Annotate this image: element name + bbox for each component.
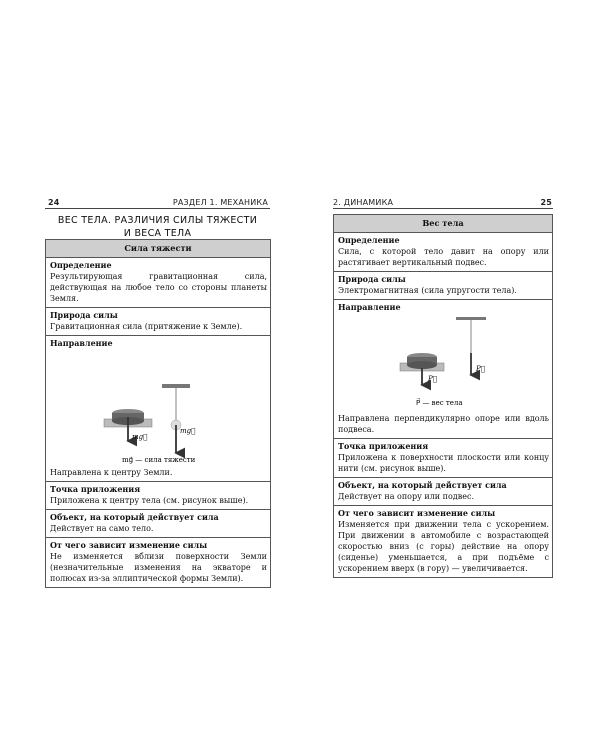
row-text: Не изменяется вблизи поверхности Земли (незначительные изменения на экваторе и полюсах из-за эллиптической формы Земли). bbox=[50, 552, 267, 583]
gravity-diagram bbox=[50, 349, 266, 467]
row-text: Направлена перпендикулярно опоре или вдоль подвеса. bbox=[338, 414, 549, 434]
table-row bbox=[46, 510, 271, 538]
table-row bbox=[334, 478, 553, 506]
row-text: Результирующая гравитационная сила, действующая на любое тело со стороны планеты Земля. bbox=[50, 272, 267, 303]
weight-diagram bbox=[338, 313, 548, 413]
table-row bbox=[334, 439, 553, 478]
row-text: Приложена к поверхности плоскости или концу нити (см. рисунок выше). bbox=[338, 453, 549, 473]
vector-label-1: mg⃗ bbox=[132, 433, 148, 441]
table-row bbox=[46, 258, 271, 308]
table-row bbox=[334, 272, 553, 300]
row-label: Определение bbox=[338, 235, 400, 245]
ceiling-bar bbox=[162, 384, 190, 388]
table-row bbox=[334, 233, 553, 272]
page-number-right: 25 bbox=[540, 198, 552, 207]
gravity-table bbox=[45, 239, 271, 588]
row-text: Действует на само тело. bbox=[50, 524, 154, 533]
row-label: От чего зависит изменение силы bbox=[338, 508, 496, 518]
row-label: Точка приложения bbox=[50, 484, 141, 494]
vector-label-2: mg⃗ bbox=[180, 427, 196, 435]
figure-caption: P⃗ — вес тела bbox=[416, 399, 463, 407]
table-row bbox=[46, 336, 271, 482]
row-text: Электромагнитная (сила упругости тела). bbox=[338, 286, 517, 295]
page-title-line1: ВЕС ТЕЛА. РАЗЛИЧИЯ СИЛЫ ТЯЖЕСТИ bbox=[57, 215, 258, 226]
table-row bbox=[46, 308, 271, 336]
weight-figure bbox=[338, 313, 549, 413]
ceiling-bar bbox=[456, 317, 486, 320]
row-label: Точка приложения bbox=[338, 441, 429, 451]
row-label: Направление bbox=[50, 338, 113, 348]
row-label: Объект, на который действует сила bbox=[50, 512, 219, 522]
table-row bbox=[46, 482, 271, 510]
figure-caption: mg⃗ — сила тяжести bbox=[122, 456, 196, 464]
section-header-right: 2. ДИНАМИКА bbox=[333, 198, 394, 207]
gravity-table-header: Сила тяжести bbox=[46, 240, 271, 258]
section-header-left: РАЗДЕЛ 1. МЕХАНИКА bbox=[172, 198, 268, 207]
row-text: Приложена к центру тела (см. рисунок выше). bbox=[50, 496, 249, 505]
row-text: Действует на опору или подвес. bbox=[338, 492, 474, 501]
weight-table bbox=[333, 214, 553, 578]
row-label: Природа силы bbox=[50, 310, 118, 320]
row-label: Определение bbox=[50, 260, 112, 270]
vector-label-1: P⃗ bbox=[428, 375, 437, 383]
row-text: Направлена к центру Земли. bbox=[50, 468, 173, 477]
table-row bbox=[334, 300, 553, 439]
row-label: Природа силы bbox=[338, 274, 406, 284]
page-title bbox=[45, 214, 270, 240]
row-label: Объект, на который действует сила bbox=[338, 480, 507, 490]
row-label: Направление bbox=[338, 302, 401, 312]
row-text: Изменяется при движении тела с ускорением. При движении в автомобиле с возрастающей скоростью вниз (с горы) действие на опору (сиденье) уменьшается, а при подъёме с ускорением вверх (в гору) — увеличивается. bbox=[338, 520, 549, 573]
row-label: От чего зависит изменение силы bbox=[50, 540, 208, 550]
table-row bbox=[334, 506, 553, 578]
header-rule-right bbox=[333, 208, 553, 209]
header-rule-left bbox=[45, 208, 270, 209]
row-text: Гравитационная сила (притяжение к Земле). bbox=[50, 322, 243, 331]
page-title-line2: И ВЕСА ТЕЛА bbox=[123, 228, 192, 239]
table-row bbox=[46, 538, 271, 588]
page-number-left: 24 bbox=[48, 198, 60, 207]
row-text: Сила, с которой тело давит на опору или растягивает вертикальный подвес. bbox=[338, 247, 549, 267]
gravity-figure bbox=[50, 349, 267, 467]
vector-label-2: P⃗ bbox=[476, 365, 485, 373]
weight-table-header: Вес тела bbox=[334, 215, 553, 233]
